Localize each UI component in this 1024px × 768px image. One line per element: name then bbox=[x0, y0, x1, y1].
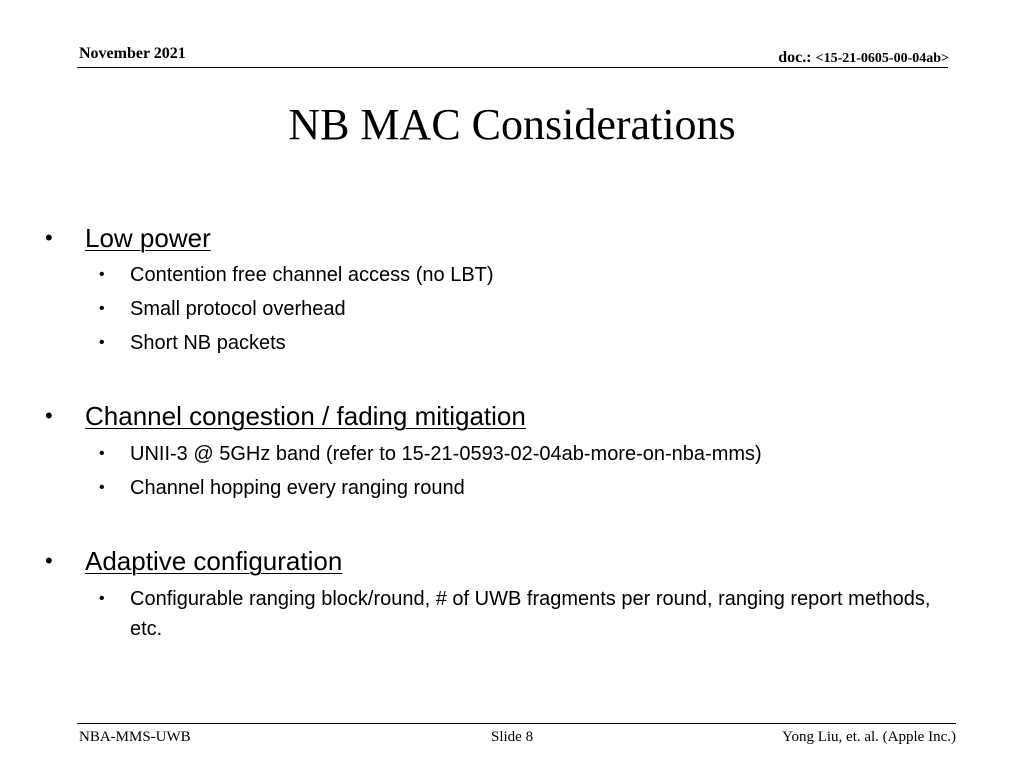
sub-bullet-marker: • bbox=[99, 479, 105, 496]
slide-title: NB MAC Considerations bbox=[288, 100, 736, 149]
sub-bullet-marker: • bbox=[99, 300, 105, 317]
header-divider bbox=[77, 67, 948, 68]
footer-left: NBA-MMS-UWB bbox=[79, 729, 191, 745]
sub-bullet-marker: • bbox=[99, 590, 105, 607]
sub-bullet-marker: • bbox=[99, 334, 105, 351]
list-item: Configurable ranging block/round, # of UWB fragments per round, ranging report methods, etc. bbox=[130, 588, 931, 640]
sub-bullet-marker: • bbox=[99, 266, 105, 283]
list-item: Small protocol overhead bbox=[130, 298, 346, 320]
doc-label: doc.: bbox=[778, 49, 816, 66]
section-heading-adaptive-configuration: Adaptive configuration bbox=[85, 546, 343, 576]
doc-number: <15-21-0605-00-04ab> bbox=[815, 51, 949, 66]
bullet-marker: • bbox=[45, 225, 53, 250]
sub-bullet-marker: • bbox=[99, 445, 105, 462]
footer-divider bbox=[77, 723, 956, 724]
list-item: UNII-3 @ 5GHz band (refer to 15-21-0593-02-04ab-more-on-nba-mms) bbox=[130, 443, 762, 465]
header-date: November 2021 bbox=[79, 45, 186, 62]
section-heading-low-power: Low power bbox=[85, 223, 211, 253]
slide-number: Slide 8 bbox=[491, 729, 534, 745]
list-item: Short NB packets bbox=[130, 332, 286, 354]
footer-author: Yong Liu, et. al. (Apple Inc.) bbox=[782, 729, 956, 745]
header-doc-id bbox=[778, 48, 949, 69]
list-item: Channel hopping every ranging round bbox=[130, 477, 465, 499]
list-item: Contention free channel access (no LBT) bbox=[130, 264, 494, 286]
bullet-marker: • bbox=[45, 403, 53, 428]
section-heading-channel-congestion: Channel congestion / fading mitigation bbox=[85, 401, 526, 431]
bullet-marker: • bbox=[45, 548, 53, 573]
